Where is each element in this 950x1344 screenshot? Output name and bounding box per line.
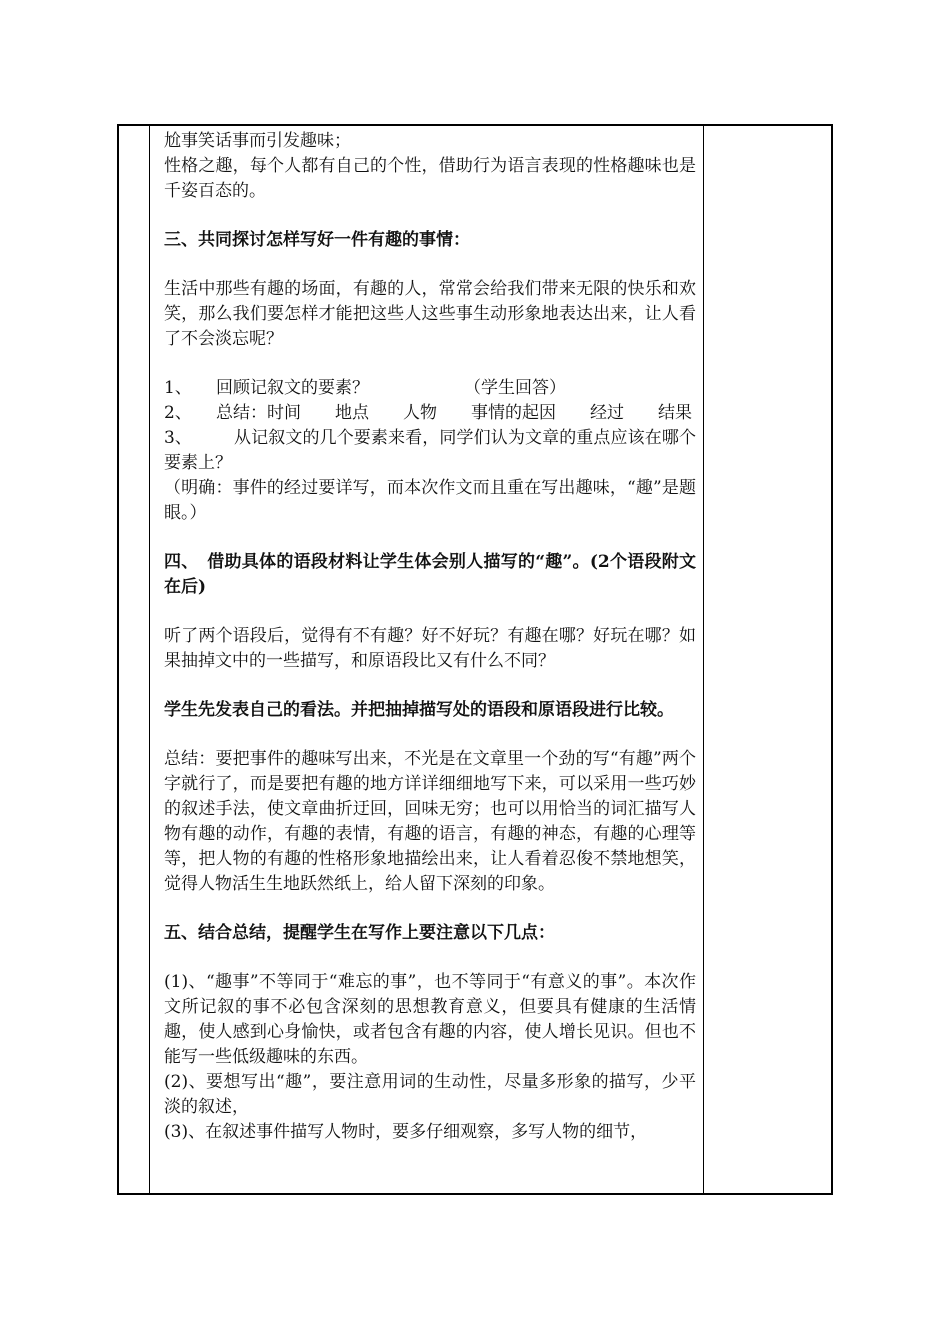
paragraph: 生活中那些有趣的场面，有趣的人，常常会给我们带来无限的快乐和欢笑，那么我们要怎样才能把这些人这些事生动形象地表达出来，让人看了不会淡忘呢？ [164, 279, 696, 349]
list-number: 3、 [164, 428, 192, 448]
list-number: 2、 [164, 403, 192, 423]
paragraph: (2)、要想写出“趣”，要注意用词的生动性，尽量多形象的描写，少平淡的叙述， [164, 1072, 696, 1117]
list-text: 从记叙文的几个要素来看，同学们认为文章的重点应该在哪个要素上？ [164, 428, 696, 473]
section-heading-5: 五、结合总结，提醒学生在写作上要注意以下几点： [164, 923, 555, 943]
table-column-divider-left [149, 126, 150, 1193]
list-number: 1、 [164, 378, 192, 398]
paragraph: 总结：要把事件的趣味写出来，不光是在文章里一个劲的写“有趣”两个字就行了，而是要把有趣的地方详详细细地写下来，可以采用一些巧妙的叙述手法，使文章曲折迂回，回味无穷；也可以用恰当的词汇描写人物有趣的动作，有趣的表情，有趣的语言，有趣的神态，有趣的心理等等，把人物的有趣的性格形象地描绘出来，让人看着忍俊不禁地想笑，觉得人物活生生地跃然纸上，给人留下深刻的印象。 [164, 749, 696, 894]
paragraph-bold: 学生先发表自己的看法。并把抽掉描写处的语段和原语段进行比较。 [164, 700, 674, 720]
lesson-content [164, 129, 696, 1145]
paragraph: 尬事笑话事而引发趣味； [164, 131, 351, 151]
section-heading-3: 三、共同探讨怎样写好一件有趣的事情： [164, 230, 470, 250]
list-text: 总结：时间 地点 人物 事情的起因 经过 结果 [216, 403, 692, 423]
list-note: （学生回答） [464, 378, 566, 398]
list-item [164, 376, 696, 401]
paragraph: （明确：事件的经过要详写，而本次作文而且重在写出趣味，“趣”是题眼。） [164, 478, 696, 523]
section-heading-4: 四、 借助具体的语段材料让学生体会别人描写的“趣”。(2个语段附文在后) [164, 552, 696, 597]
paragraph: (3)、在叙述事件描写人物时，要多仔细观察，多写人物的细节， [164, 1122, 648, 1142]
table-column-divider-right [703, 126, 704, 1193]
list-item [164, 401, 696, 426]
list-text: 回顾记叙文的要素？ [216, 378, 369, 398]
paragraph: 性格之趣，每个人都有自己的个性，借助行为语言表现的性格趣味也是千姿百态的。 [164, 156, 696, 201]
paragraph: 听了两个语段后，觉得有不有趣？好不好玩？有趣在哪？好玩在哪？如果抽掉文中的一些描写，和原语段比又有什么不同？ [164, 626, 696, 671]
paragraph: (1)、“趣事”不等同于“难忘的事”，也不等同于“有意义的事”。本次作文所记叙的事不必包含深刻的思想教育意义，但要具有健康的生活情趣，使人感到心身愉快，或者包含有趣的内容，使人增长见识。但也不能写一些低级趣味的东西。 [164, 972, 696, 1067]
